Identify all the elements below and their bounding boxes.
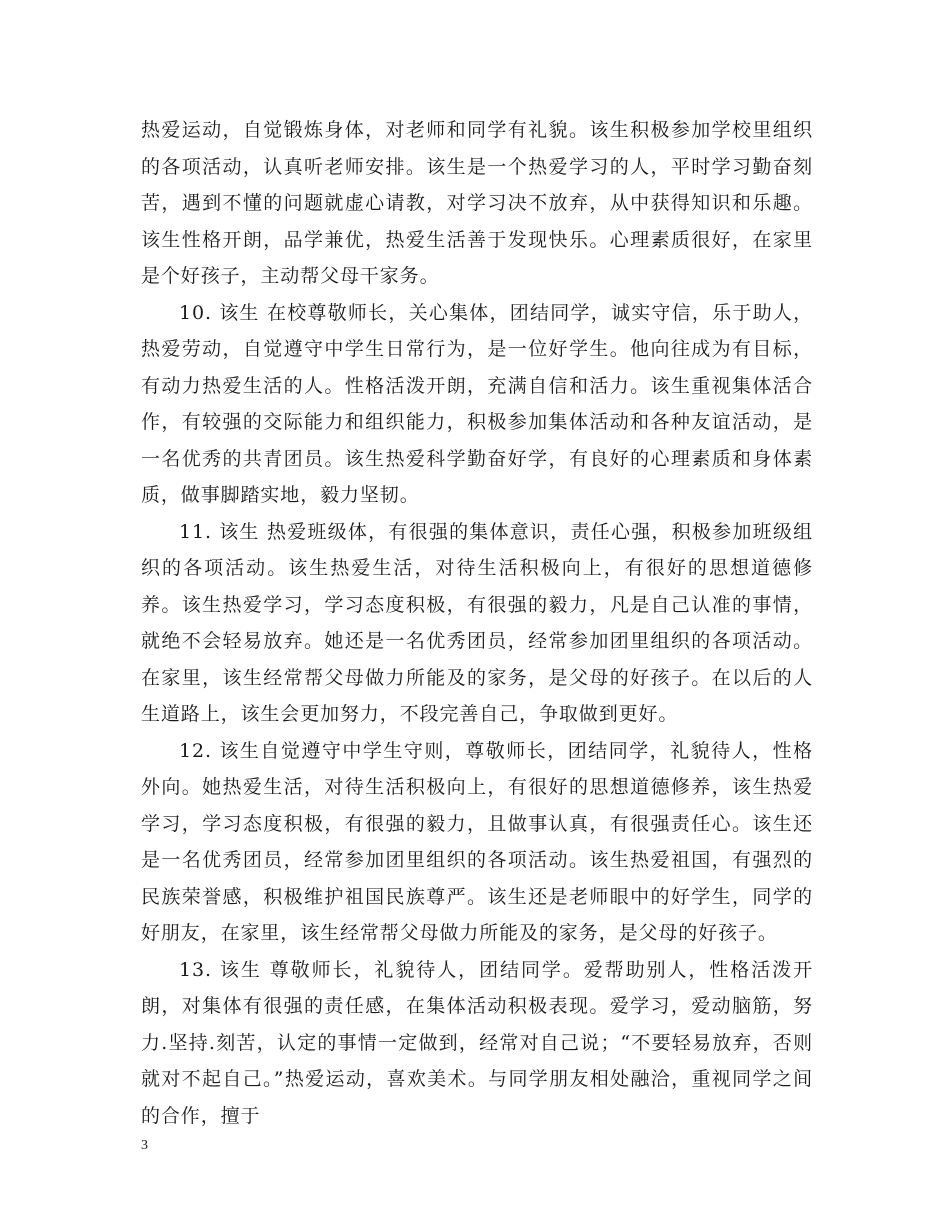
paragraph-item-11: 11. 该生 热爱班级体，有很强的集体意识，责任心强，积极参加班级组织的各项活动。该生热爱生活，对待生活积极向上，有很好的思想道德修养。该生热爱学习，学习态度积极，有很强的毅力，凡是自己认准的事情，就绝不会轻易放弃。她还是一名优秀团员，经常参加团里组织的各项活动。在家里，该生经常帮父母做力所能及的家务，是父母的好孩子。在以后的人生道路上，该生会更加努力，不段完善自己，争取做到更好。	[141, 520, 813, 725]
paragraph-continuation: 热爱运动，自觉锻炼身体，对老师和同学有礼貌。该生积极参加学校里组织的各项活动，认真听老师安排。该生是一个热爱学习的人，平时学习勤奋刻苦，遇到不懂的问题就虚心请教，对学习决不放弃，从中获得知识和乐趣。该生性格开朗，品学兼优，热爱生活善于发现快乐。心理素质很好，在家里是个好孩子，主动帮父母干家务。	[141, 119, 813, 287]
paragraph-item-12: 12. 该生自觉遵守中学生守则，尊敬师长，团结同学，礼貌待人，性格外向。她热爱生活，对待生活积极向上，有很好的思想道德修养，该生热爱学习，学习态度积极，有很强的毅力，且做事认真，有很强责任心。该生还是一名优秀团员，经常参加团里组织的各项活动。该生热爱祖国，有强烈的民族荣誉感，积极维护祖国民族尊严。该生还是老师眼中的好学生，同学的好朋友，在家里，该生经常帮父母做力所能及的家务，是父母的好孩子。	[141, 739, 813, 944]
paragraph-item-13: 13. 该生 尊敬师长，礼貌待人，团结同学。爱帮助别人，性格活泼开朗，对集体有很强的责任感，在集体活动积极表现。爱学习，爱动脑筋，努力.坚持.刻苦，认定的事情一定做到，经常对自己说；“不要轻易放弃，否则就对不起自己。”热爱运动，喜欢美术。与同学朋友相处融洽，重视同学之间的合作，擅于	[141, 958, 813, 1127]
paragraph-item-10: 10. 该生 在校尊敬师长，关心集体，团结同学，诚实守信，乐于助人，热爱劳动，自觉遵守中学生日常行为，是一位好学生。他向往成为有目标，有动力热爱生活的人。性格活泼开朗，充满自信和活力。该生重视集体活合作，有较强的交际能力和组织能力，积极参加集体活动和各种友谊活动，是一名优秀的共青团员。该生热爱科学勤奋好学，有良好的心理素质和身体素质，做事脚踏实地，毅力坚韧。	[141, 301, 813, 506]
document-body	[141, 112, 813, 1134]
page-number: 3	[141, 1138, 148, 1153]
